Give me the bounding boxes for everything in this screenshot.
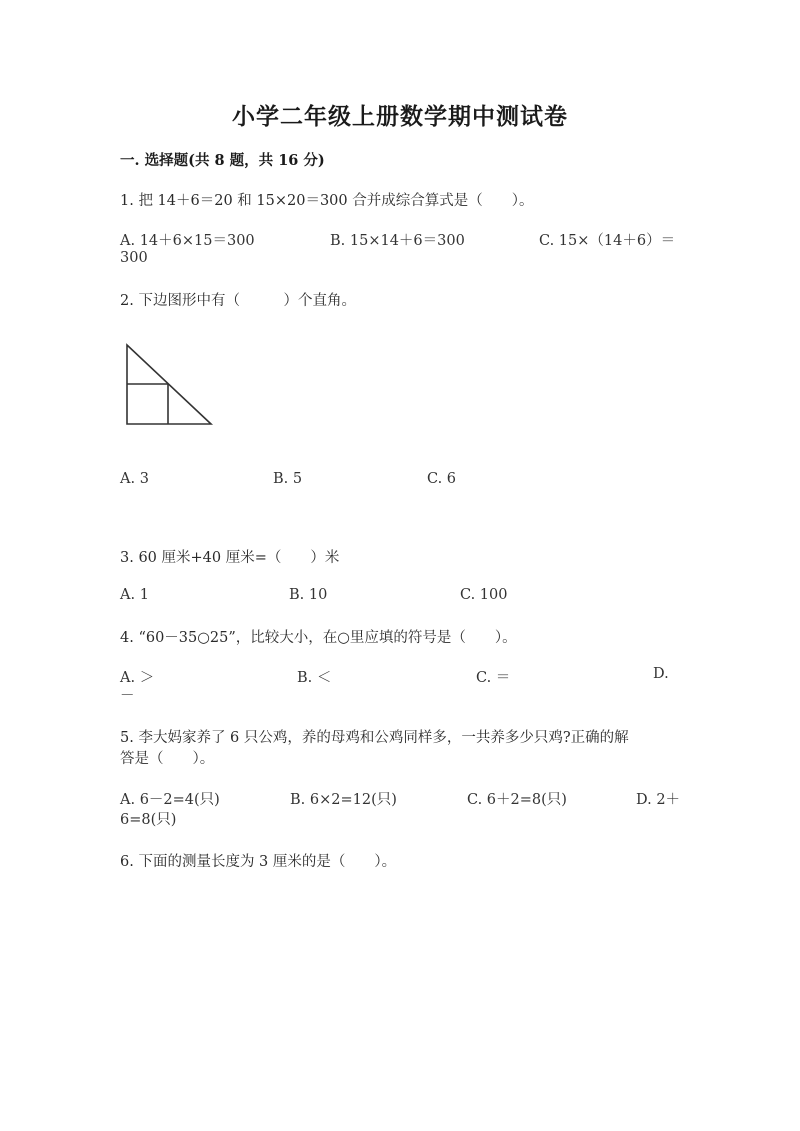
option-b[interactable]: B. ＜ — [297, 670, 332, 686]
option-d[interactable]: D. — [653, 666, 669, 682]
option-a[interactable]: A. ＞ — [120, 670, 155, 686]
option-a[interactable]: A. 14＋6×15＝300 — [120, 233, 255, 249]
question-stem: 2. 下边图形中有（ ）个直角。 — [120, 293, 356, 309]
option-a[interactable]: A. 1 — [120, 587, 149, 603]
question-stem-line-2: 答是（ ）。 — [120, 751, 215, 767]
option-c[interactable]: C. 6＋2=8(只) — [467, 792, 567, 808]
question-stem: 6. 下面的测量长度为 3 厘米的是（ ）。 — [120, 854, 397, 870]
question-stem-line-1: 5. 李大妈家养了 6 只公鸡，养的母鸡和公鸡同样多，一共养多少只鸡?正确的解 — [120, 730, 629, 746]
option-c[interactable]: C. 100 — [460, 587, 508, 603]
option-d-continued: － — [120, 688, 135, 704]
option-c[interactable]: C. ＝ — [476, 670, 511, 686]
question-stem: 3. 60 厘米+40 厘米=（ ）米 — [120, 550, 340, 566]
option-c-continued: 300 — [120, 250, 148, 266]
triangle-figure — [120, 340, 220, 432]
option-d-continued: 6=8(只) — [120, 812, 177, 828]
page-title: 小学二年级上册数学期中测试卷 — [232, 104, 568, 130]
section-heading: 一. 选择题(共 8 题，共 16 分) — [120, 152, 325, 169]
option-b[interactable]: B. 15×14＋6＝300 — [330, 233, 465, 249]
option-d[interactable]: D. 2＋ — [636, 792, 681, 808]
question-stem: 1. 把 14＋6＝20 和 15×20＝300 合并成综合算式是（ ）。 — [120, 193, 534, 209]
option-b[interactable]: B. 5 — [273, 471, 303, 487]
option-a[interactable]: A. 3 — [120, 471, 149, 487]
option-a[interactable]: A. 6－2=4(只) — [120, 792, 220, 808]
option-c[interactable]: C. 15×（14＋6）＝ — [539, 233, 676, 249]
question-stem: 4. “60－35○25”，比较大小，在○里应填的符号是（ ）。 — [120, 630, 517, 646]
option-b[interactable]: B. 10 — [289, 587, 328, 603]
option-c[interactable]: C. 6 — [427, 471, 457, 487]
option-b[interactable]: B. 6×2=12(只) — [290, 792, 397, 808]
